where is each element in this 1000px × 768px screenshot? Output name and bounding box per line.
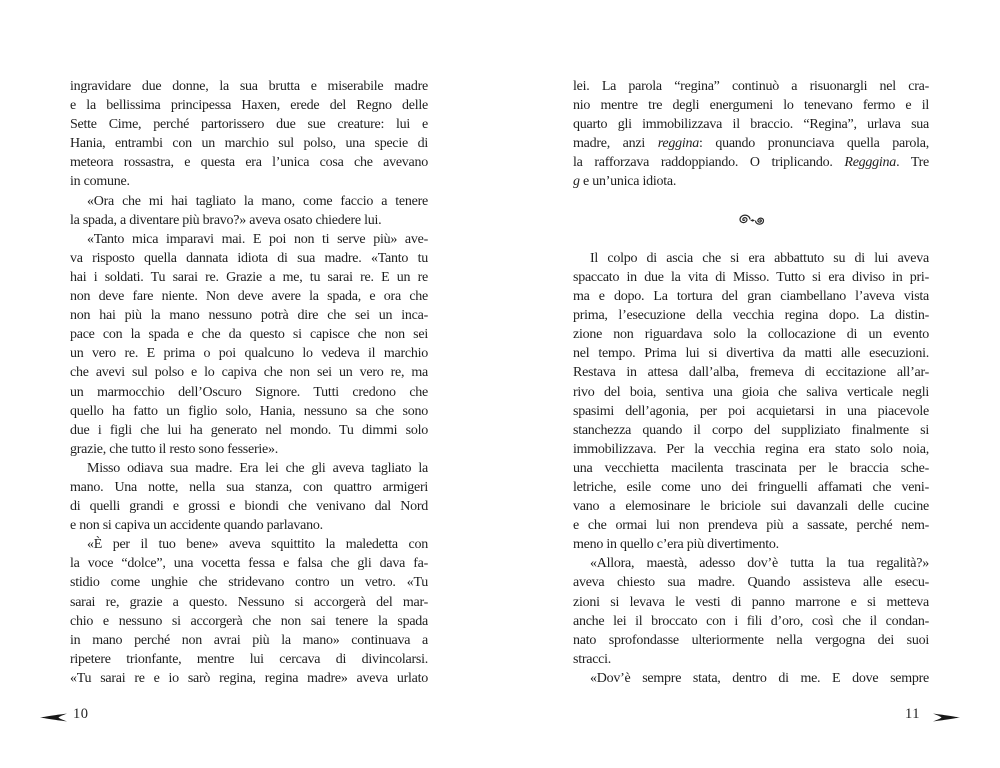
text-line: aveva chiesto sua madre. Quando assisteva alle esecu-	[573, 575, 929, 591]
text-line: spasimi dell’agonia, per poi acquietarsi in una piacevole	[573, 403, 929, 419]
text-line: lei. La parola “regina” continuò a risuonargli nel cra-	[573, 79, 929, 94]
paragraph	[70, 535, 428, 688]
text-line: nato sprofondasse ulteriormente nella vergogna dei suoi	[573, 632, 929, 648]
text-line: «Allora, maestà, adesso dov’è tutta la tua regalità?»	[590, 556, 929, 572]
text-line: una vecchietta macilenta trascinata per le braccia sche-	[573, 460, 929, 476]
text-line: madre, anzi reggina: quando pronunciava quella parola,	[573, 136, 929, 152]
text-line: Restava in attesa dall’alba, fremeva di eccitazione all’ar-	[573, 365, 929, 381]
text-line: di quelli grandi e grossi e biondi che venivano dal Nord	[70, 499, 428, 515]
text-line: Il colpo di ascia che si era abbattuto su di lui aveva	[590, 250, 929, 266]
text-line: quello ha fatto un figlio solo, Hania, nessuno sa che sono	[70, 403, 428, 419]
text-line: Sette Cime, perché partorissero due sue creature: lui e	[70, 117, 428, 133]
text-line: vano a elemosinare le briciole sui davanzali delle cucine	[573, 499, 929, 515]
page-right-text-block	[573, 77, 929, 688]
paragraph	[573, 554, 929, 669]
text-line: stanchezza quando il corpo del suppliziato finalmente si	[573, 422, 929, 438]
text-line: letriche, esile come uno dei fringuelli affamati che veni-	[573, 479, 929, 495]
text-line: rivo del boia, sentiva una gioia che saliva verticale negli	[573, 384, 929, 400]
page-number-left: 10	[73, 706, 89, 722]
paragraph	[573, 249, 929, 555]
text-line: Hania, entrambi con un marchio sul polso, una specie di	[70, 136, 428, 152]
text-line: non deve fare niente. Non deve avere la spada, e ora che	[70, 289, 428, 305]
text-line: non hai più la mano nessuno potrà dire che sei un inca-	[70, 308, 428, 324]
text-line: «Tu sarai re e io sarò regina, regina madre» aveva urlato	[70, 670, 428, 686]
text-line: e la bellissima principessa Haxen, erede del Regno delle	[70, 98, 428, 114]
folio-arrow-right-icon	[933, 713, 960, 722]
text-line: «È per il tuo bene» aveva squittito la maledetta con	[87, 537, 428, 553]
paragraph	[573, 77, 929, 192]
paragraph	[70, 77, 428, 192]
text-line: sarai re, grazie a questo. Nessuno si accorgerà del mar-	[70, 594, 428, 610]
text-line: che avevi sul polso e lo capiva che non sei un vero re, ma	[70, 365, 428, 381]
text-line: immobilizzava. Per la vecchia regina era stato solo noia,	[573, 441, 929, 457]
text-line: pace con la spada e che da questo si capisce che non sei	[70, 327, 428, 343]
text-line: zione non riguardava solo la collocazione di un evento	[573, 327, 929, 343]
text-line: «Tanto mica imparavi mai. E poi non ti serve più» ave-	[87, 231, 428, 247]
text-line: ma e dopo. La tortura del gran ciambellano l’aveva vista	[573, 289, 929, 305]
text-line: mano. Una notte, nella sua stanza, con quattro armigeri	[70, 479, 428, 495]
text-line: quarto gli immobilizzava il braccio. “Regina”, urlava sua	[573, 117, 929, 133]
text-line: la voce “dolce”, una vocetta fessa e falsa che gli dava fa-	[70, 556, 428, 572]
text-line: chio e nessuno si accorgerà che non sai tenere la spada	[70, 613, 428, 629]
text-line: spaccato in due la vita di Misso. Tutto si era diviso in pri-	[573, 269, 929, 285]
text-line: grazie, che tutto il resto sono fesserie».	[70, 441, 278, 457]
paragraph	[70, 459, 428, 535]
text-line: in comune.	[70, 174, 130, 190]
text-line: anche lei il broccato con i fili d’oro, così che il condan-	[573, 613, 929, 629]
text-line: prima, l’esecuzione della vecchia regina dopo. La distin-	[573, 308, 929, 324]
text-line: meteora rossastra, e questa era l’unica cosa che avevano	[70, 155, 428, 171]
text-line: meno in quello c’era più divertimento.	[573, 537, 779, 553]
text-line: stidio come unghie che stridevano contro un vetro. «Tu	[70, 575, 428, 591]
text-line: la spada, a diventare più bravo?» aveva osato chiedere lui.	[70, 212, 382, 228]
text-line: stracci.	[573, 651, 612, 667]
text-line: hai i soldati. Tu sarai re. Grazie a me, tu sarai re. E un re	[70, 269, 428, 285]
section-divider-fleuron-icon	[573, 211, 929, 230]
text-line: ripetere trionfante, mentre lui cercava di divincolarsi.	[70, 651, 428, 667]
text-line: Misso odiava sua madre. Era lei che gli aveva tagliato la	[87, 460, 428, 476]
paragraph	[573, 669, 929, 688]
text-line: «Ora che mi hai tagliato la mano, come faccio a tenere	[87, 193, 428, 209]
text-line: nel tempo. Prima lui si divertiva da matti alle esecuzioni.	[573, 346, 929, 362]
folio-arrow-left-icon	[40, 713, 67, 722]
page-left-text-block	[70, 77, 428, 688]
text-line: zioni si levava le vesti di panno marrone e si metteva	[573, 594, 929, 610]
text-line: «Dov’è sempre stata, dentro di me. E dove sempre	[590, 670, 929, 686]
text-line: e che ormai lui non prendeva più a sassate, perché nem-	[573, 518, 929, 534]
paragraph	[70, 230, 428, 459]
text-line: la rafforzava raddoppiando. O triplicando. Regggina. Tre	[573, 155, 930, 171]
text-line: in mano perché non avrai più la mano» continuava a	[70, 632, 428, 648]
page-number-right: 11	[905, 706, 920, 722]
text-line: nio mentre tre degli energumeni lo tenevano fermo e il	[573, 98, 929, 114]
paragraph	[70, 192, 428, 230]
text-line: due i figli che lui ha generato nel mondo. Tu dimmi solo	[70, 422, 428, 438]
text-line: g e un’unica idiota.	[573, 174, 677, 190]
text-line: e non si capiva un accidente quando parlavano.	[70, 518, 323, 534]
text-line: un vero re. E prima o poi qualcuno lo vedeva il marchio	[70, 346, 428, 362]
text-line: va risposto quella dannata idiota di sua madre. «Tanto tu	[70, 250, 428, 266]
text-line: ingravidare due donne, la sua brutta e miserabile madre	[70, 79, 428, 94]
text-line: un marmocchio dell’Oscuro Signore. Tutti credono che	[70, 384, 428, 400]
